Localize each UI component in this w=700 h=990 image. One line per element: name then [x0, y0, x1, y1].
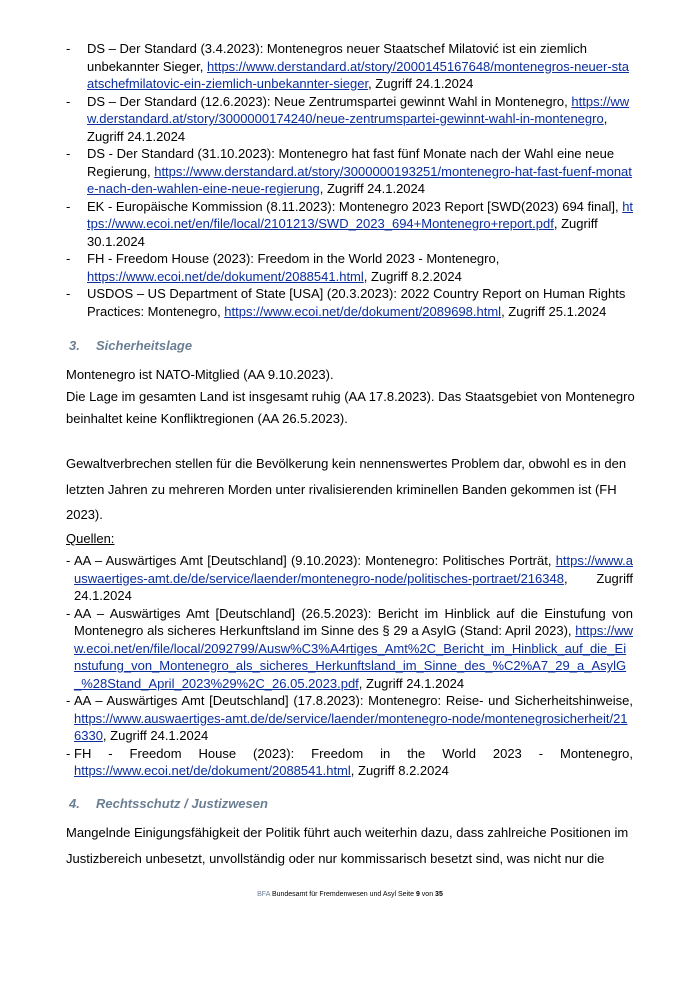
footer-brand: BFA — [257, 891, 270, 898]
list-item: - FH - Freedom House (2023): Freedom in the World 2023 - Montenegro, https://www.ecoi.net/de/dokument/2088541.html, Zugriff 8.2.2024 — [66, 745, 633, 778]
source-link[interactable]: https://www.derstandard.at/story/3000000193251/montenegro-hat-fast-fuenf-monate-nach-den-wahlen-eine-neue-regierung — [87, 163, 632, 196]
page-footer — [0, 891, 700, 898]
paragraph-nato: Montenegro ist NATO-Mitglied (AA 9.10.2023). — [66, 367, 334, 382]
section-heading-3 — [69, 338, 192, 353]
footer-org: Bundesamt für Fremdenwesen und Asyl — [271, 891, 397, 898]
sources-label: Quellen: — [66, 531, 115, 546]
list-item: - AA – Auswärtiges Amt [Deutschland] (9.10.2023): Montenegro: Politisches Porträt, https://www.auswaertiges-amt.de/de/service/laender/montenegro-node/politisches-portraet/216348, Zugriff 24.1.2024 — [66, 553, 633, 603]
list-item: - DS – Der Standard (3.4.2023): Montenegros neuer Staatschef Milatović ist ein ziemlich unbekannter Sieger, https://www.derstandard.at/story/2000145167648/montenegros-neuer-staatschefmilatovic-ein-ziemlich-unbekannter-sieger, Zugriff 24.1.2024 — [66, 41, 630, 91]
list-item: - DS - Der Standard (31.10.2023): Montenegro hat fast fünf Monate nach der Wahl eine neue Regierung, https://www.derstandard.at/story/3000000193251/montenegro-hat-fast-fuenf-monate-nach-den-wahlen-eine-neue-regierung, Zugriff 24.1.2024 — [66, 146, 632, 196]
list-item: - AA – Auswärtiges Amt [Deutschland] (17.8.2023): Montenegro: Reise- und Sicherheitshinweise, https://www.auswaertiges-amt.de/de/service/laender/montenegro-node/montenegrosicherheit/216330, Zugriff 24.1.2024 — [66, 693, 633, 743]
source-link[interactable]: https://www.derstandard.at/story/2000145167648/montenegros-neuer-staatschefmilatovic-ein-ziemlich-unbekannter-sieger — [87, 58, 630, 91]
source-link[interactable]: https://www.derstandard.at/story/3000000174240/neue-zentrumspartei-gewinnt-wahl-in-montenegro — [87, 93, 630, 126]
paragraph-justice: Mangelnde Einigungsfähigkeit der Politik führt auch weiterhin dazu, dass zahlreiche Positionen im Justizbereich unbesetzt, unvollständig oder nur kommissarisch besetzt sind, was nicht nur die — [66, 825, 629, 866]
list-item: - AA – Auswärtiges Amt [Deutschland] (26.5.2023): Bericht im Hinblick auf die Einstufung von Montenegro als sicheres Herkunftsland im Sinne des § 29 a AsylG (Stand: April 2023), https://www.ecoi.net/en/file/local/2092799/Ausw%C3%A4rtiges_Amt%2C_Bericht_im_Hinblick_auf_die_Einstufung_von_Montenegro_als_sicheres_Herkunftsland_im_Sinne_des_%C2%A7_29_a_AsylG_%28Stand_April_2023%29%2C_26.05.2023.pdf, Zugriff 24.1.2024 — [66, 605, 633, 691]
footer-page-number: 9 — [415, 891, 420, 898]
list-item: - FH - Freedom House (2023): Freedom in the World 2023 - Montenegro, https://www.ecoi.net/de/dokument/2088541.html, Zugriff 8.2.2024 — [66, 251, 500, 284]
list-item: - EK - Europäische Kommission (8.11.2023): Montenegro 2023 Report [SWD(2023) 694 final], https://www.ecoi.net/en/file/local/2101213/SWD_2023_694+Montenegro+report.pdf, Zugriff 30.1.2024 — [66, 198, 634, 249]
section-number: 3. — [69, 338, 80, 353]
paragraph-violent-crime: Gewaltverbrechen stellen für die Bevölkerung kein nennenswertes Problem dar, obwohl es in den letzten Jahren zu mehreren Morden unter rivalisierenden kriminellen Banden gekommen ist (FH 2023). — [66, 456, 627, 522]
section-heading-4 — [69, 796, 268, 811]
section-title: Rechtsschutz / Justizwesen — [96, 796, 268, 811]
footer-of-word: von — [421, 891, 434, 898]
section-number: 4. — [69, 796, 80, 811]
source-link[interactable]: https://www.ecoi.net/de/dokument/2088541.html — [74, 763, 351, 778]
paragraph-situation: Die Lage im gesamten Land ist insgesamt ruhig (AA 17.8.2023). Das Staatsgebiet von Montenegro beinhaltet keine Konfliktregionen (AA 26.5.2023). — [66, 389, 635, 426]
source-list-top — [66, 40, 636, 320]
source-link[interactable]: https://www.ecoi.net/de/dokument/2089698.html — [224, 303, 502, 319]
footer-page-word: Seite — [398, 891, 414, 898]
list-item: - DS – Der Standard (12.6.2023): Neue Zentrumspartei gewinnt Wahl in Montenegro, https://www.derstandard.at/story/3000000174240/neue-zentrumspartei-gewinnt-wahl-in-montenegro, Zugriff 24.1.2024 — [66, 93, 630, 144]
footer-page-total: 35 — [435, 891, 443, 898]
list-item: - USDOS – US Department of State [USA] (20.3.2023): 2022 Country Report on Human Rights Practices: Montenegro, https://www.ecoi.net/de/dokument/2089698.html, Zugriff 25.1.2024 — [66, 286, 626, 319]
section-title: Sicherheitslage — [96, 338, 193, 353]
source-link[interactable]: https://www.ecoi.net/en/file/local/2092799/Ausw%C3%A4rtiges_Amt%2C_Bericht_im_Hinblick_auf_die_Einstufung_von_Montenegro_als_sicheres_Herkunftsland_im_Sinne_des_%C2%A7_29_a_AsylG_%28Stand_April_2023%29%2C_26.05.2023.pdf — [74, 623, 633, 691]
source-link[interactable]: https://www.ecoi.net/en/file/local/2101213/SWD_2023_694+Montenegro+report.pdf — [87, 198, 634, 231]
source-list-security — [66, 552, 633, 780]
source-link[interactable]: https://www.auswaertiges-amt.de/de/service/laender/montenegro-node/montenegrosicherheit/216330 — [74, 710, 628, 743]
source-link[interactable]: https://www.ecoi.net/de/dokument/2088541.html — [87, 268, 364, 284]
source-link[interactable]: https://www.auswaertiges-amt.de/de/service/laender/montenegro-node/politisches-portraet/216348 — [74, 553, 633, 586]
